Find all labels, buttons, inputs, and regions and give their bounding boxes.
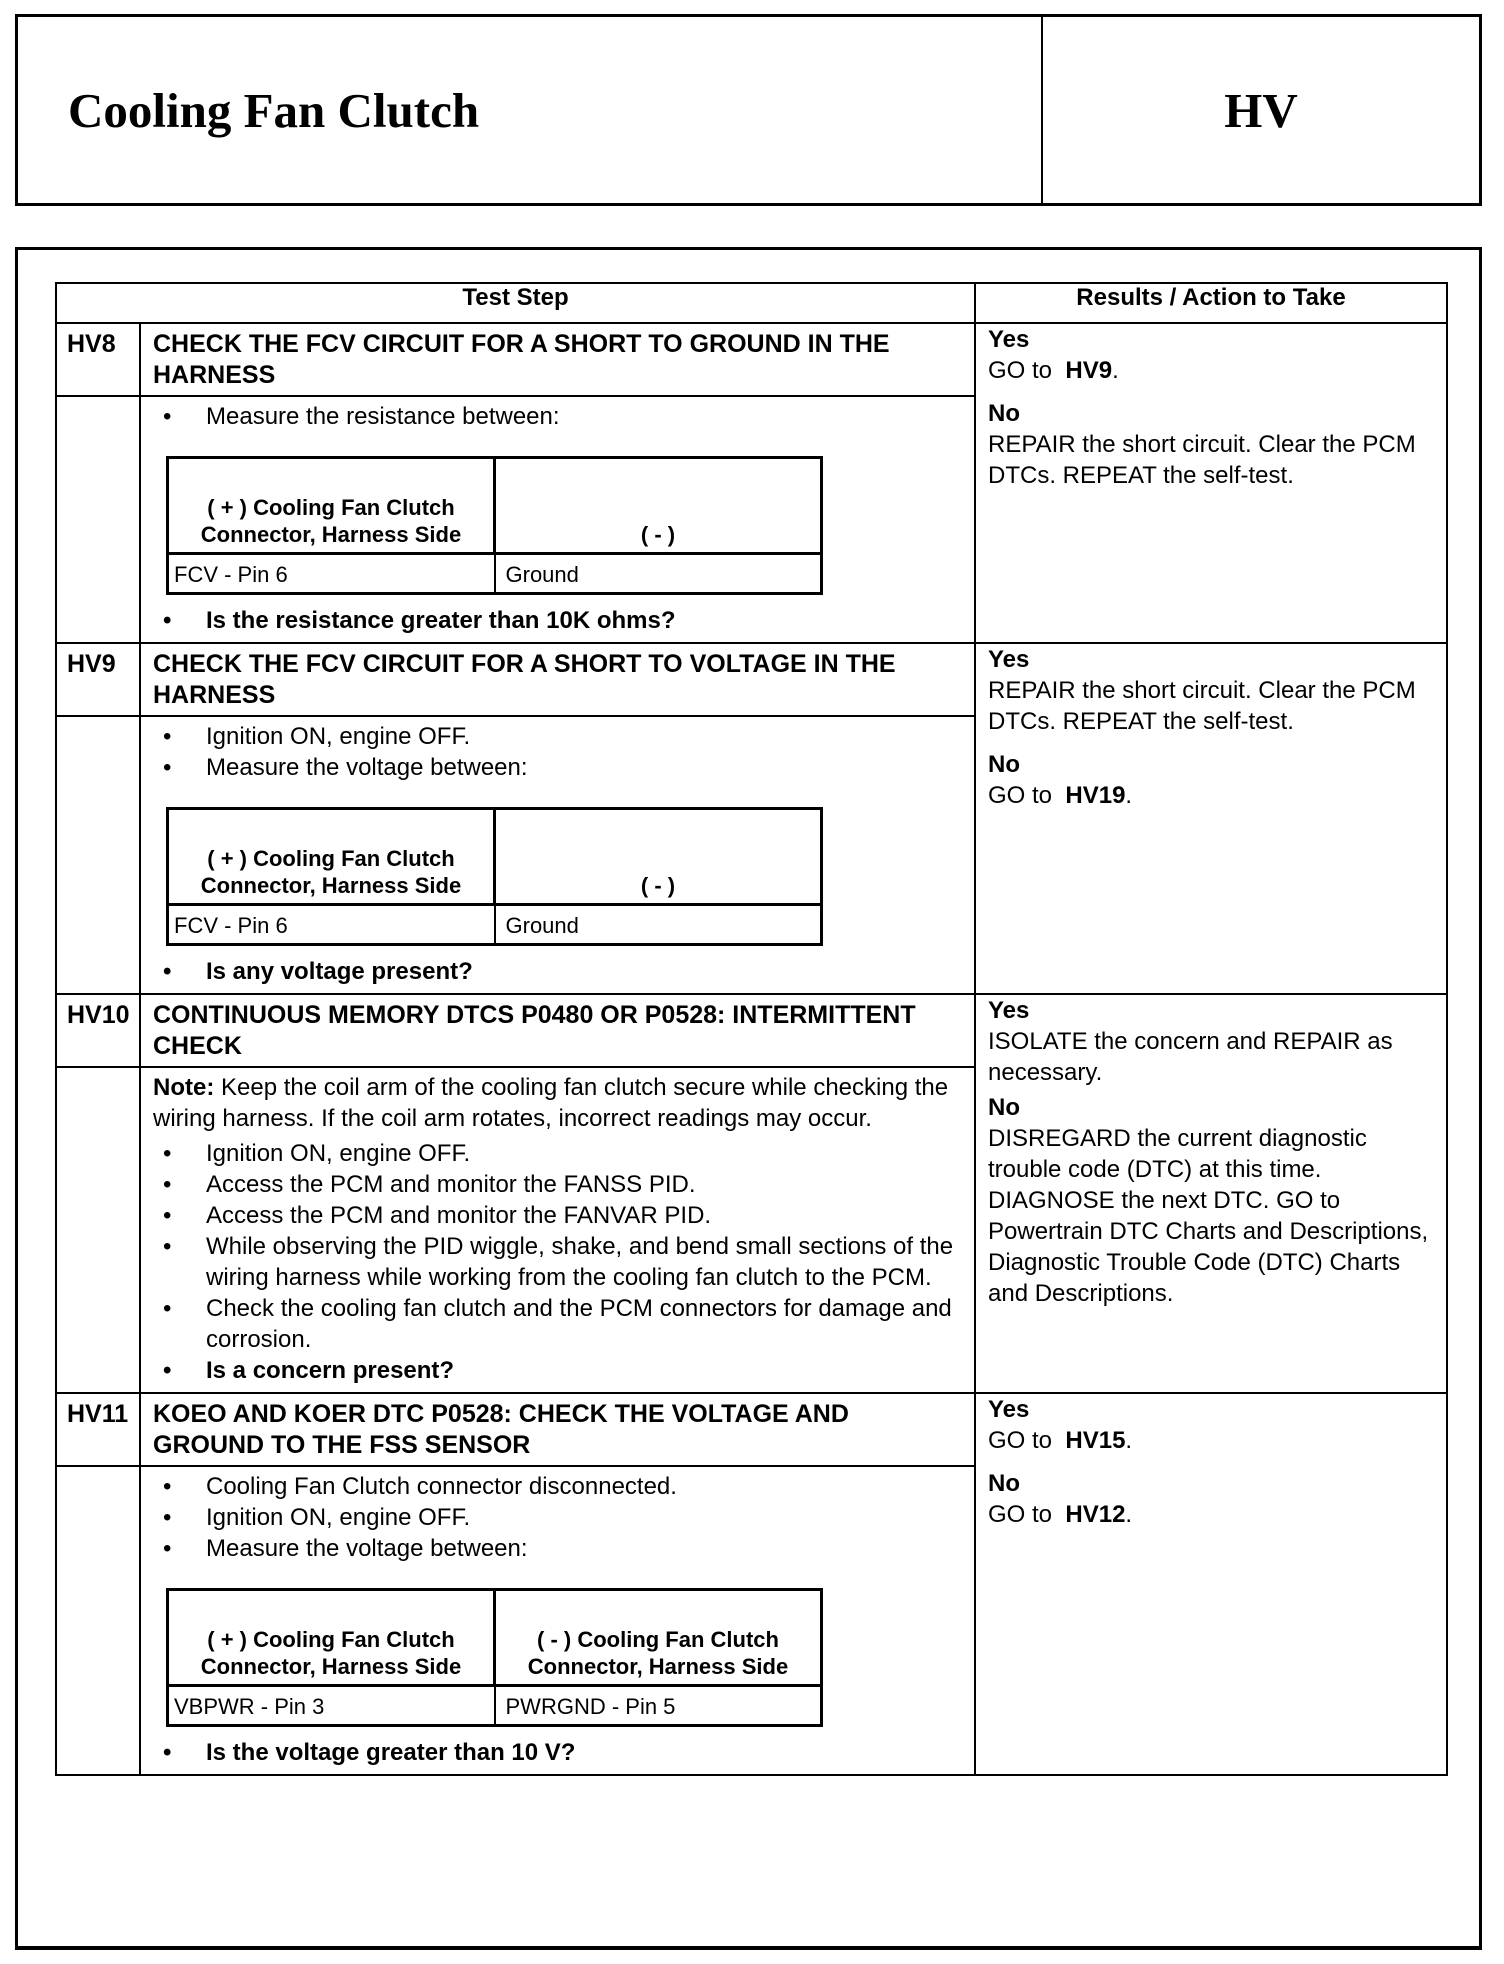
- step-title-row: [56, 994, 1447, 1067]
- yes-label: Yes: [988, 997, 1030, 1024]
- page-header: [15, 14, 1482, 206]
- step-result: [975, 994, 1447, 1393]
- yes-label: Yes: [988, 1396, 1030, 1423]
- step-id: HV8: [56, 323, 140, 396]
- negative-pin-value: PWRGND - Pin 5: [495, 1686, 822, 1726]
- step-note: [153, 1072, 964, 1134]
- positive-pin-header: ( + ) Cooling Fan Clutch Connector, Harness Side: [168, 809, 495, 905]
- no-text: GO to: [988, 1501, 1053, 1528]
- step-title: KOEO AND KOER DTC P0528: CHECK THE VOLTAGE AND GROUND TO THE FSS SENSOR: [140, 1393, 975, 1466]
- pin-measurement-table: [166, 807, 823, 946]
- instruction-item: • Ignition ON, engine OFF.: [163, 721, 964, 752]
- instruction-item: • Ignition ON, engine OFF.: [163, 1138, 964, 1169]
- yes-action: GO to HV15.: [988, 1427, 1133, 1454]
- instruction-item: • Access the PCM and monitor the FANSS PID.: [163, 1169, 964, 1200]
- step-id: HV10: [56, 994, 140, 1067]
- yes-label: Yes: [988, 646, 1030, 673]
- goto-step-link[interactable]: HV9: [1065, 357, 1113, 384]
- step-question: • Is any voltage present?: [163, 956, 964, 987]
- negative-pin-value: Ground: [495, 905, 822, 945]
- no-label: No: [988, 1094, 1020, 1121]
- step-question: • Is the resistance greater than 10K ohms?: [163, 605, 964, 636]
- step-body: [140, 716, 975, 994]
- no-label: No: [988, 1470, 1020, 1497]
- no-label: No: [988, 400, 1020, 427]
- yes-action: ISOLATE the concern and REPAIR as necessary.: [988, 1028, 1393, 1086]
- step-id-spacer: [56, 1466, 140, 1775]
- table-header-row: [56, 283, 1447, 323]
- section-title: Cooling Fan Clutch: [18, 17, 1043, 203]
- step-body: [140, 1466, 975, 1775]
- positive-pin-value: VBPWR - Pin 3: [168, 1686, 495, 1726]
- yes-label: Yes: [988, 326, 1030, 353]
- page-body: [15, 247, 1482, 1950]
- diagnostic-table: [55, 282, 1448, 1776]
- instruction-item: • While observing the PID wiggle, shake, and bend small sections of the wiring harness while working from the cooling fan clutch to the PCM.: [163, 1231, 964, 1293]
- negative-pin-header: ( - ): [495, 809, 822, 905]
- negative-pin-header: ( - ): [495, 458, 822, 554]
- column-header-test-step: Test Step: [56, 283, 975, 323]
- positive-pin-value: FCV - Pin 6: [168, 905, 495, 945]
- positive-pin-header: ( + ) Cooling Fan Clutch Connector, Harness Side: [168, 458, 495, 554]
- step-title-row: [56, 1393, 1447, 1466]
- no-action: DISREGARD the current diagnostic trouble code (DTC) at this time. DIAGNOSE the next DTC. GO to Powertrain DTC Charts and Descriptions, Diagnostic Trouble Code (DTC) Charts and Descriptions.: [988, 1125, 1429, 1307]
- step-title: CHECK THE FCV CIRCUIT FOR A SHORT TO VOLTAGE IN THE HARNESS: [140, 643, 975, 716]
- column-header-results: Results / Action to Take: [975, 283, 1447, 323]
- goto-step-link[interactable]: HV15: [1065, 1427, 1126, 1454]
- step-body: [140, 1067, 975, 1393]
- pin-measurement-table: [166, 1588, 823, 1727]
- step-question: • Is the voltage greater than 10 V?: [163, 1737, 964, 1768]
- instruction-item: • Measure the voltage between:: [163, 1533, 964, 1564]
- no-action: GO to HV19.: [988, 782, 1133, 809]
- positive-pin-header: ( + ) Cooling Fan Clutch Connector, Harness Side: [168, 1590, 495, 1686]
- yes-text: GO to: [988, 357, 1053, 384]
- step-id: HV11: [56, 1393, 140, 1466]
- step-question: • Is a concern present?: [163, 1355, 964, 1386]
- note-text: Keep the coil arm of the cooling fan clutch secure while checking the wiring harness. If the coil arm rotates, incorrect readings may occur.: [153, 1074, 949, 1132]
- no-action: REPAIR the short circuit. Clear the PCM DTCs. REPEAT the self-test.: [988, 431, 1416, 489]
- step-result: [975, 323, 1447, 643]
- step-result: [975, 643, 1447, 994]
- step-id-spacer: [56, 716, 140, 994]
- no-text: GO to: [988, 782, 1053, 809]
- instruction-item: • Cooling Fan Clutch connector disconnected.: [163, 1471, 964, 1502]
- instruction-item: • Access the PCM and monitor the FANVAR PID.: [163, 1200, 964, 1231]
- yes-action: REPAIR the short circuit. Clear the PCM DTCs. REPEAT the self-test.: [988, 677, 1416, 735]
- step-result: [975, 1393, 1447, 1775]
- yes-text: GO to: [988, 1427, 1053, 1454]
- step-id-spacer: [56, 1067, 140, 1393]
- step-title: CHECK THE FCV CIRCUIT FOR A SHORT TO GROUND IN THE HARNESS: [140, 323, 975, 396]
- no-label: No: [988, 751, 1020, 778]
- positive-pin-value: FCV - Pin 6: [168, 554, 495, 594]
- pin-measurement-table: [166, 456, 823, 595]
- goto-step-link[interactable]: HV12: [1065, 1501, 1126, 1528]
- instruction-item: • Ignition ON, engine OFF.: [163, 1502, 964, 1533]
- step-title-row: [56, 643, 1447, 716]
- section-code: HV: [1224, 82, 1298, 138]
- instruction-item: • Measure the voltage between:: [163, 752, 964, 783]
- step-id: HV9: [56, 643, 140, 716]
- step-body: [140, 396, 975, 643]
- yes-action: GO to HV9.: [988, 357, 1119, 384]
- instruction-item: • Measure the resistance between:: [163, 401, 964, 432]
- no-action: GO to HV12.: [988, 1501, 1133, 1528]
- negative-pin-value: Ground: [495, 554, 822, 594]
- step-title: CONTINUOUS MEMORY DTCS P0480 OR P0528: INTERMITTENT CHECK: [140, 994, 975, 1067]
- note-label: Note:: [153, 1074, 215, 1101]
- negative-pin-header: ( - ) Cooling Fan Clutch Connector, Harness Side: [495, 1590, 822, 1686]
- step-title-row: [56, 323, 1447, 396]
- goto-step-link[interactable]: HV19: [1065, 782, 1126, 809]
- instruction-item: • Check the cooling fan clutch and the PCM connectors for damage and corrosion.: [163, 1293, 964, 1355]
- step-id-spacer: [56, 396, 140, 643]
